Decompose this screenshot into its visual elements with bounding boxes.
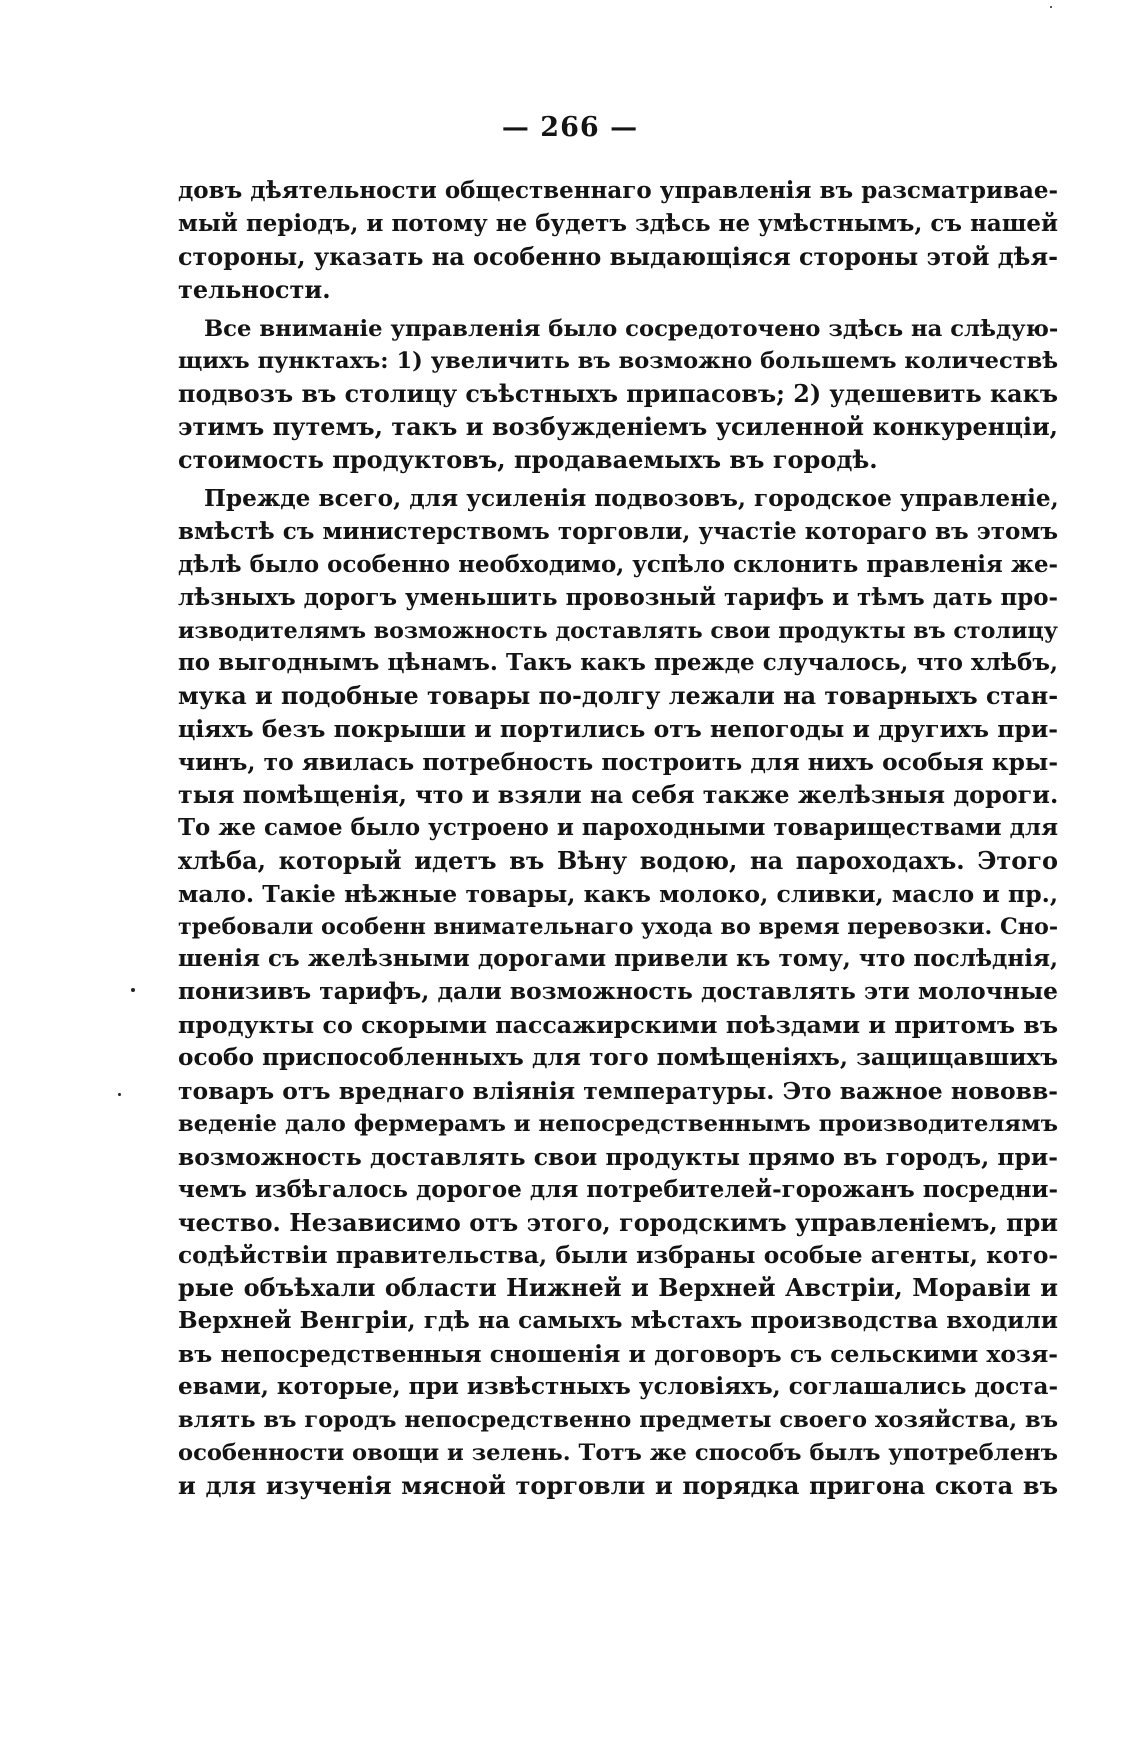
text-line: Верхней Венгріи, гдѣ на самыхъ мѣстахъ производства входили [178,1307,1058,1335]
text-line: стороны, указать на особенно выдающіяся стороны этой дѣя- [178,242,1058,271]
text-line: чинъ, то явилась потребность построить для нихъ особыя кры- [178,748,1058,777]
text-line: тельности. [178,274,331,304]
text-line: понизивъ тарифъ, дали возможность доставлять эти молочные [178,978,1058,1006]
text-line: содѣйствіи правительства, были избраны особые агенты, кото- [178,1241,1058,1269]
text-line: возможность доставлять свои продукты прямо въ городъ, при- [178,1142,1058,1171]
text-line: дѣлѣ было особенно необходимо, успѣло склонить правленія же- [178,551,1058,578]
scan-speck [118,1093,121,1096]
paragraph [178,313,1058,477]
scan-speck [131,988,135,992]
text-line: мало. Такіе нѣжные товары, какъ молоко, сливки, масло и пр., [178,879,1058,908]
text-line: мый періодъ, и потому не будетъ здѣсь не умѣстнымъ, съ нашей [178,209,1058,237]
text-line: подвозъ въ столицу съѣстныхъ припасовъ; 2) удешевить какъ [178,380,1059,409]
text-line: особенности овощи и зелень. Тотъ же способъ былъ употребленъ [178,1439,1058,1466]
text-line: чество. Независимо отъ этого, городскимъ управленіемъ, при [178,1208,1058,1237]
body-text [178,175,1058,1503]
text-line: хлѣба, который идетъ въ Вѣну водою, на пароходахъ. Этого [178,845,1058,875]
text-line: особо приспособленныхъ для того помѣщеніяхъ, защищавшихъ [178,1044,1058,1072]
text-line: тыя помѣщенія, что и взяли на себя также желѣзныя дороги. [178,781,1059,810]
scan-speck [1050,6,1052,8]
paragraph [178,175,1058,307]
text-line: рые объѣхали области Нижней и Верхней Австріи, Моравіи и [178,1273,1058,1303]
text-line: То же самое было устроено и пароходными товариществами для [178,813,1058,841]
paragraph [178,483,1058,1503]
text-line: довъ дѣятельности общественнаго управленія въ разсматривае- [178,177,1058,204]
text-line: стоимость продуктовъ, продаваемыхъ въ городѣ. [178,445,878,475]
text-line: лѣзныхъ дорогъ уменьшить провозный тарифъ и тѣмъ дать про- [178,584,1058,611]
text-line: и для изученія мясной торговли и порядка пригона скота въ [178,1470,1058,1500]
text-line: изводителямъ возможность доставлять свои продукты въ столицу [178,617,1058,644]
text-line: требовали особенн внимательнаго ухода во время перевозки. Сно- [178,913,1059,940]
text-line: влять въ городъ непосредственно предметы своего хозяйства, въ [178,1406,1058,1433]
text-line: щихъ пунктахъ: 1) увеличить въ возможно большемъ количествѣ [178,348,1058,375]
text-line: чемъ избѣгалось дорогое для потребителей-горожанъ посредни- [178,1175,1058,1203]
text-line: евами, которые, при извѣстныхъ условіяхъ, соглашались доста- [178,1373,1059,1401]
text-line: шенія съ желѣзными дорогами привели къ тому, что послѣднія, [178,945,1058,973]
text-line: въ непосредственныя сношенія и договоръ съ сельскими хозя- [178,1340,1058,1369]
text-line: товаръ отъ вреднаго вліянія температуры. Это важное нововв- [178,1077,1058,1106]
text-line: вмѣстѣ съ министерствомъ торговли, участіе котораго въ этомъ [178,517,1058,545]
text-line: по выгоднымъ цѣнамъ. Такъ какъ прежде случалось, что хлѣбъ, [178,649,1058,677]
text-line: Все вниманіе управленія было сосредоточено здѣсь на слѣдую- [204,315,1059,342]
text-line: продукты со скорыми пассажирскими поѣздами и притомъ въ [178,1011,1058,1040]
text-line: веденіе дало фермерамъ и непосредственнымъ производителямъ [178,1110,1058,1137]
page-number: — 266 — [501,112,639,143]
text-line: Прежде всего, для усиленія подвозовъ, городское управленіе, [204,485,1059,513]
text-line: мука и подобные товары по-долгу лежали на товарныхъ стан- [178,682,1059,711]
text-line: этимъ путемъ, такъ и возбужденіемъ усиленной конкуренціи, [178,413,1058,442]
text-line: ціяхъ безъ покрыши и портились отъ непогоды и другихъ при- [178,715,1058,744]
